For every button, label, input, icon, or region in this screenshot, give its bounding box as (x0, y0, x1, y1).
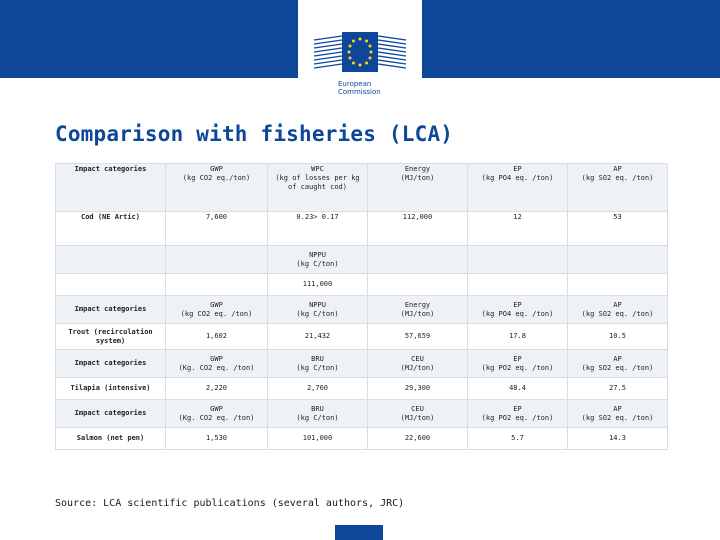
table-cell (468, 246, 568, 274)
table-cell: 1,602 (166, 324, 268, 350)
table-cell: Cod (NE Artic) (56, 212, 166, 246)
table-cell: 111,000 (268, 274, 368, 296)
table-header-cell: GWP (kg CO2 eq. /ton) (166, 296, 268, 324)
table-header-cell: Impact categories (56, 400, 166, 428)
table-cell: 2,220 (166, 378, 268, 400)
table-header-cell: NPPU (kg C/ton) (268, 296, 368, 324)
table-cell: 29,300 (368, 378, 468, 400)
table-cell: Trout (recirculation system) (56, 324, 166, 350)
table-cell: 112,000 (368, 212, 468, 246)
table-header-cell: Impact categories (56, 296, 166, 324)
page-title: Comparison with fisheries (LCA) (55, 122, 454, 146)
table-header-row (56, 400, 668, 428)
table-cell (568, 274, 668, 296)
table-header-cell: CEU (MJ/ton) (368, 350, 468, 378)
table-header-cell: BRU (kg C/ton) (268, 400, 368, 428)
table-header-row (56, 164, 668, 212)
table-cell: 0.23> 0.17 (268, 212, 368, 246)
table-cell (368, 246, 468, 274)
table-header-row (56, 350, 668, 378)
table-header-cell: WPC (kg of losses per kg of caught cod) (268, 164, 368, 212)
table-header-cell: AP (kg SO2 eq. /ton) (568, 350, 668, 378)
table-row (56, 378, 668, 400)
table-cell: 27.5 (568, 378, 668, 400)
table-header-cell: GWP (Kg. CO2 eq. /ton) (166, 400, 268, 428)
table-cell: 101,000 (268, 428, 368, 450)
table-header-cell: GWP (Kg. CO2 eq. /ton) (166, 350, 268, 378)
table-cell: 22,600 (368, 428, 468, 450)
table-header-cell: AP (kg SO2 eq. /ton) (568, 296, 668, 324)
table-header-cell: EP (kg PO4 eq. /ton) (468, 164, 568, 212)
table-header-cell: EP (kg PO4 eq. /ton) (468, 296, 568, 324)
table-cell: 17.8 (468, 324, 568, 350)
table-header-cell: AP (kg SO2 eq. /ton) (568, 400, 668, 428)
table-header-row (56, 296, 668, 324)
footer-accent-box (335, 525, 383, 540)
table-header-cell: NPPU (kg C/ton) (268, 246, 368, 274)
table-row (56, 212, 668, 246)
table-row (56, 324, 668, 350)
table-cell: 10.5 (568, 324, 668, 350)
table-cell: 5.7 (468, 428, 568, 450)
table-cell (166, 246, 268, 274)
table-cell: 7,600 (166, 212, 268, 246)
table-header-cell: Impact categories (56, 350, 166, 378)
table-header-cell: CEU (MJ/ton) (368, 400, 468, 428)
ec-logo (298, 0, 422, 108)
table-cell (56, 274, 166, 296)
table-cell (166, 274, 268, 296)
table-header-cell: AP (kg SO2 eq. /ton) (568, 164, 668, 212)
table-row (56, 274, 668, 296)
table-cell: 2,760 (268, 378, 368, 400)
table-cell: 57,659 (368, 324, 468, 350)
source-note: Source: LCA scientific publications (several authors, JRC) (55, 498, 405, 509)
table-cell: 48.4 (468, 378, 568, 400)
table-cell: 21,432 (268, 324, 368, 350)
table-cell: 12 (468, 212, 568, 246)
table-cell (56, 246, 166, 274)
table-cell (368, 274, 468, 296)
table-row (56, 428, 668, 450)
table-header-row (56, 246, 668, 274)
table-header-cell: EP (kg PO2 eq. /ton) (468, 350, 568, 378)
table-cell: Salmon (net pen) (56, 428, 166, 450)
logo-line-1: European (338, 80, 372, 88)
table-header-cell: Impact categories (56, 164, 166, 212)
table-cell: 14.3 (568, 428, 668, 450)
table-header-cell: BRU (kg C/ton) (268, 350, 368, 378)
table-cell: 53 (568, 212, 668, 246)
table-cell (468, 274, 568, 296)
logo-line-2: Commission (338, 88, 381, 96)
table-header-cell: Energy (MJ/ton) (368, 164, 468, 212)
lca-comparison-table (55, 163, 667, 450)
table-header-cell: GWP (kg CO2 eq./ton) (166, 164, 268, 212)
table-cell: 1,530 (166, 428, 268, 450)
commission-building-icon (308, 14, 412, 78)
table-header-cell: EP (kg PO2 eq. /ton) (468, 400, 568, 428)
table-header-cell: Energy (MJ/ton) (368, 296, 468, 324)
table-cell (568, 246, 668, 274)
table-cell: Tilapia (intensive) (56, 378, 166, 400)
